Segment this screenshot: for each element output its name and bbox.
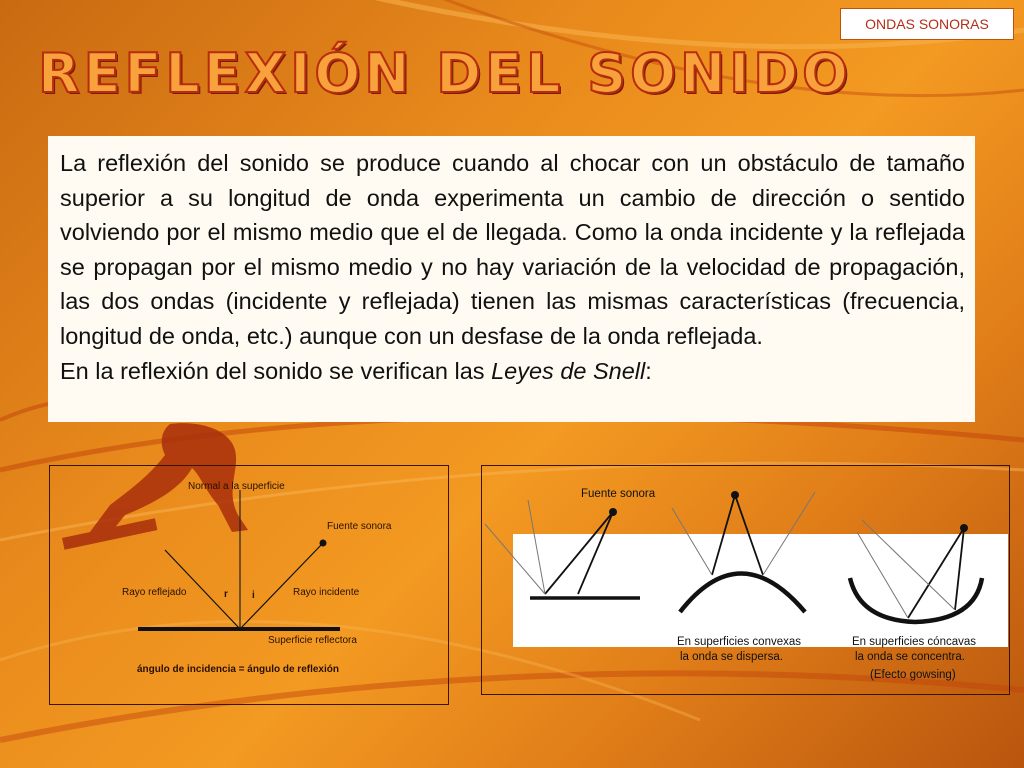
convex-caption-1: En superficies convexas	[677, 636, 802, 648]
concave-caption-1: En superficies cóncavas	[852, 636, 977, 648]
intro-paragraph-1: La reflexión del sonido se produce cuando al chocar con un obstáculo de tamaño superior a su longitud de onda experimenta un cambio de dirección o sentido volviendo por el mismo medio que el de llegada. Como la onda incidente y la reflejada se propagan por el mismo medio y no hay variación de la velocidad de propagación, las dos ondas (incidente y reflejada) tienen las mismas características (frecuencia, longitud de onda, etc.) aunque con un desfase de la onda reflejada.	[60, 150, 965, 349]
law-statement: ángulo de incidencia = ángulo de reflexión	[137, 664, 339, 675]
incidence-angle-label: i	[252, 590, 255, 601]
flat-ray-2	[578, 512, 613, 594]
convex-surface-group	[672, 491, 815, 612]
source-label: Fuente sonora	[327, 521, 392, 532]
concave-surface	[850, 578, 982, 622]
concave-caption-2: la onda se concentra.	[855, 651, 965, 663]
flat-source-dot	[609, 508, 617, 516]
convex-ray-2	[735, 495, 763, 575]
convex-reflected-ray-2	[763, 492, 815, 575]
page-title: REFLEXIÓN DEL SONIDO	[38, 42, 853, 105]
right-source-label: Fuente sonora	[581, 488, 656, 500]
convex-surface	[680, 574, 805, 613]
section-tag: ONDAS SONORAS	[840, 8, 1014, 40]
convex-reflected-ray-1	[672, 508, 712, 575]
snell-sentence-prefix: En la reflexión del sonido se verifican las	[60, 357, 492, 384]
reflected-ray-label: Rayo reflejado	[122, 587, 187, 598]
flat-reflected-ray-2	[528, 500, 545, 594]
normal-label: Normal a la superficie	[188, 481, 285, 492]
concave-source-dot	[960, 524, 968, 532]
reflection-angle-label: r	[224, 589, 228, 600]
convex-source-dot	[731, 491, 739, 499]
concave-caption-3: (Efecto gowsing)	[870, 669, 956, 681]
snell-laws-term: Leyes de Snell	[491, 357, 646, 384]
flat-incident-ray	[545, 512, 613, 594]
surface-label: Superficie reflectora	[268, 635, 357, 646]
convex-caption-2: la onda se dispersa.	[680, 651, 783, 663]
convex-ray-1	[712, 495, 735, 575]
flat-surface-group	[485, 500, 640, 598]
incident-ray-label: Rayo incidente	[293, 587, 360, 598]
concave-surface-group	[850, 520, 982, 622]
snell-sentence-suffix: :	[645, 357, 652, 384]
flat-reflected-ray-1	[485, 524, 545, 594]
